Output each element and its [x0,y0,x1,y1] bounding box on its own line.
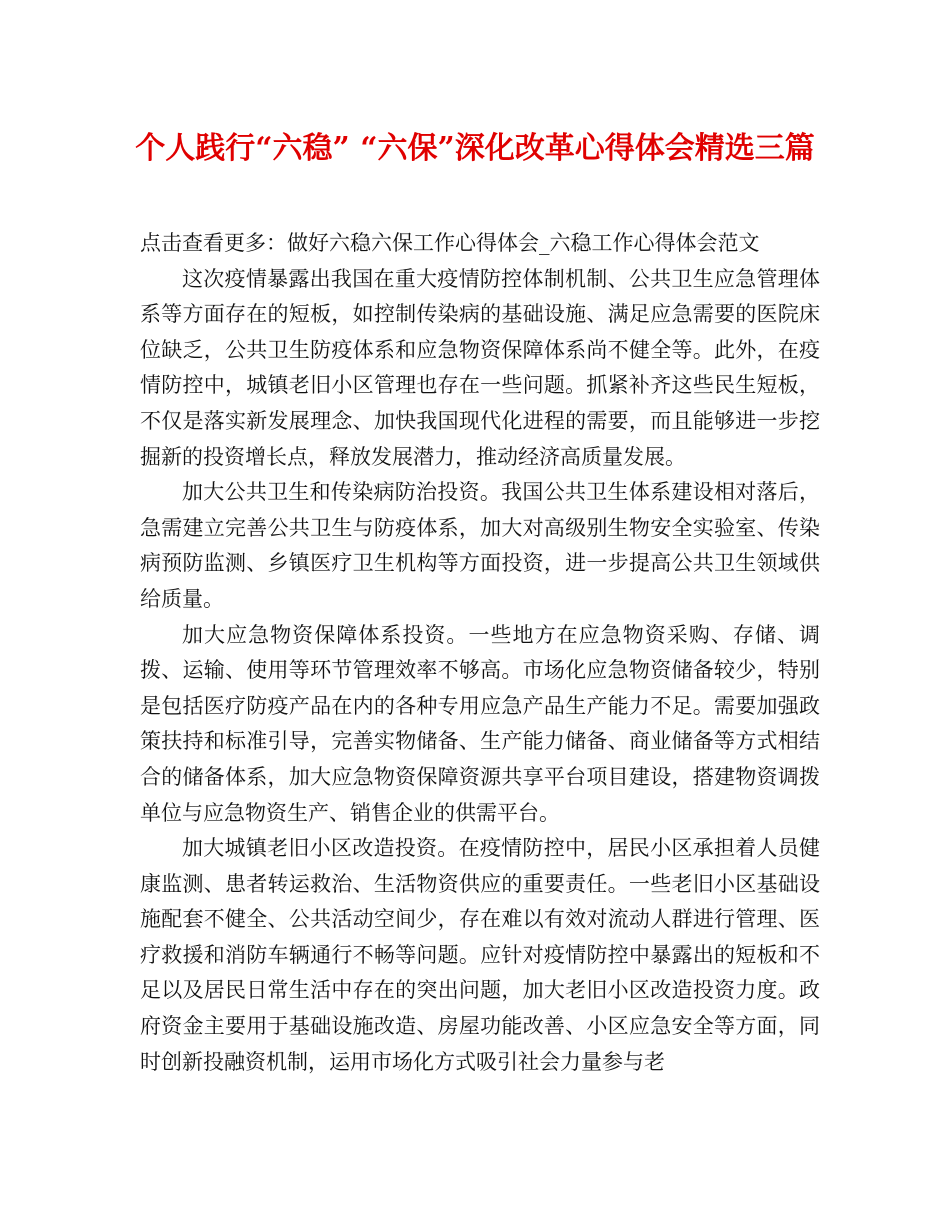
see-more-link-text: 点击查看更多：做好六稳六保工作心得体会_六稳工作心得体会范文 [140,231,760,255]
paragraph: 加大公共卫生和传染病防治投资。我国公共卫生体系建设相对落后，急需建立完善公共卫生与防疫体系，加大对高级别生物安全实验室、传染病预防监测、乡镇医疗卫生机构等方面投资，进一步提高公共卫生领域供给质量。 [140,480,820,611]
document-body [140,226,820,1080]
paragraph: 加大应急物资保障体系投资。一些地方在应急物资采购、存储、调拨、运输、使用等环节管理效率不够高。市场化应急物资储备较少，特别是包括医疗防疫产品在内的各种专用应急产品生产能力不足。需要加强政策扶持和标准引导，完善实物储备、生产能力储备、商业储备等方式相结合的储备体系，加大应急物资保障资源共享平台项目建设，搭建物资调拨单位与应急物资生产、销售企业的供需平台。 [140,622,820,825]
paragraph: 这次疫情暴露出我国在重大疫情防控体制机制、公共卫生应急管理体系等方面存在的短板，如控制传染病的基础设施、满足应急需要的医院床位缺乏，公共卫生防疫体系和应急物资保障体系尚不健全等。此外，在疫情防控中，城镇老旧小区管理也存在一些问题。抓紧补齐这些民生短板，不仅是落实新发展理念、加快我国现代化进程的需要，而且能够进一步挖掘新的投资增长点，释放发展潜力，推动经济高质量发展。 [140,266,820,469]
document-title: 个人践行“六稳” “六保”深化改革心得体会精选三篇 [135,131,815,166]
paragraph: 加大城镇老旧小区改造投资。在疫情防控中，居民小区承担着人员健康监测、患者转运救治、生活物资供应的重要责任。一些老旧小区基础设施配套不健全、公共活动空间少，存在难以有效对流动人群进行管理、医疗救援和消防车辆通行不畅等问题。应针对疫情防控中暴露出的短板和不足以及居民日常生活中存在的突出问题，加大老旧小区改造投资力度。政府资金主要用于基础设施改造、房屋功能改善、小区应急安全等方面，同时创新投融资机制，运用市场化方式吸引社会力量参与老 [140,836,820,1074]
